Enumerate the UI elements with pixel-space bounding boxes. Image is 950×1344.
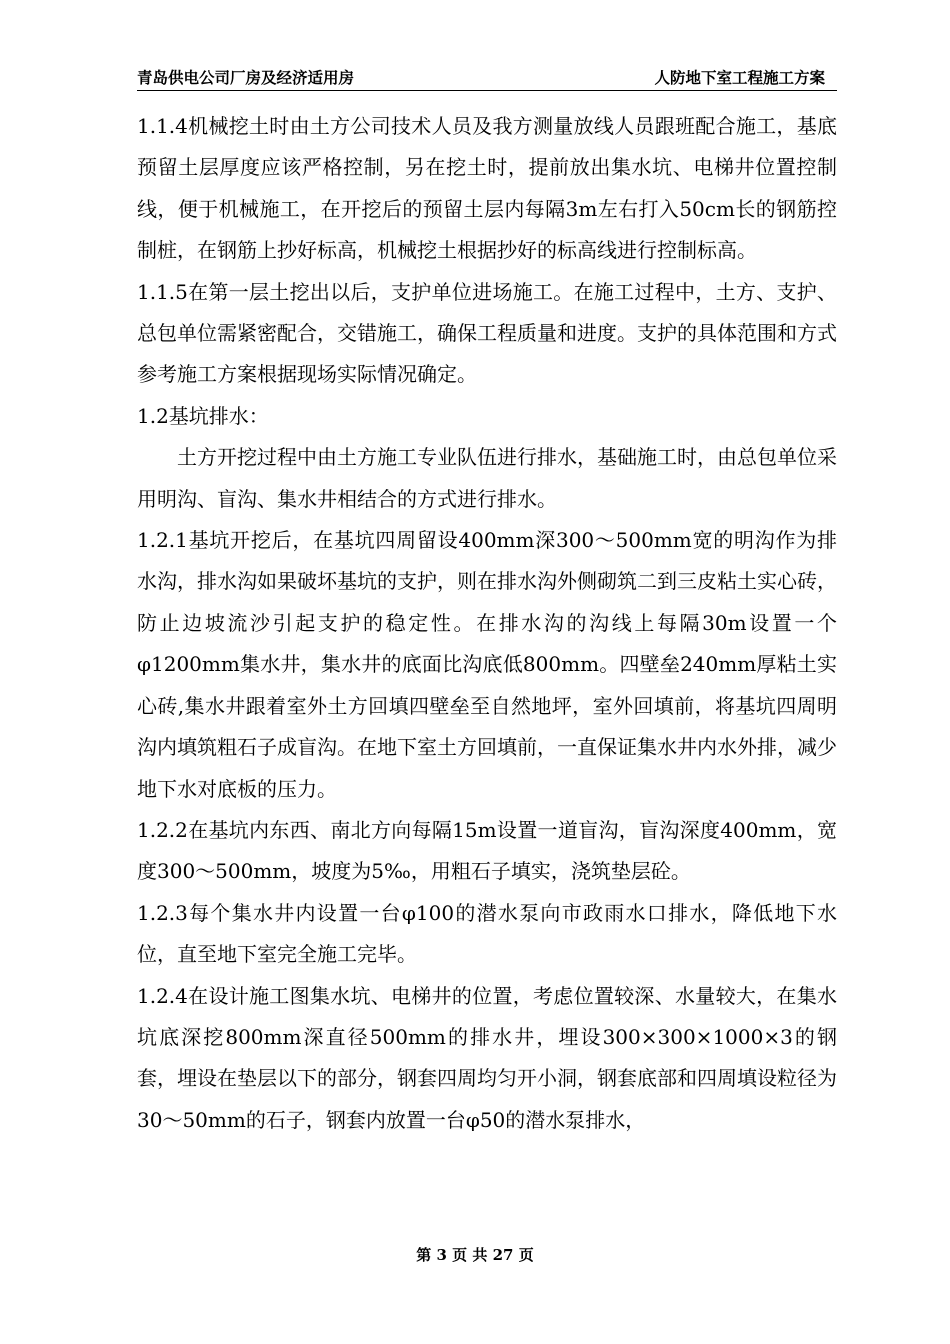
page-footer xyxy=(0,1244,950,1265)
paragraph-1-1-5: 1.1.5在第一层土挖出以后，支护单位进场施工。在施工过程中，土方、支护、总包单位需紧密配合，交错施工，确保工程质量和进度。支护的具体范围和方式参考施工方案根据现场实际情况确定。 xyxy=(137,279,837,387)
page-header xyxy=(137,62,837,91)
paragraph-1-2-2: 1.2.2在基坑内东西、南北方向每隔15m设置一道盲沟，盲沟深度400mm，宽度300～500mm，坡度为5‰，用粗石子填实，浇筑垫层砼。 xyxy=(137,817,837,884)
paragraph-1-1-4: 1.1.4机械挖土时由土方公司技术人员及我方测量放线人员跟班配合施工，基底预留土层厚度应该严格控制，另在挖土时，提前放出集水坑、电梯井位置控制线，便于机械施工，在开挖后的预留土层内每隔3m左右打入50cm长的钢筋控制桩，在钢筋上抄好标高，机械挖土根据抄好的标高线进行控制标高。 xyxy=(137,114,837,263)
section-heading-1-2: 1.2基坑排水： xyxy=(137,403,269,428)
page-number: 第 3 页 共 27 页 xyxy=(416,1246,534,1264)
document-body xyxy=(137,106,837,1141)
paragraph-1-2-intro: 土方开挖过程中由土方施工专业队伍进行排水，基础施工时，由总包单位采用明沟、盲沟、集水井相结合的方式进行排水。 xyxy=(137,445,837,511)
header-document-title: 人防地下室工程施工方案 xyxy=(654,69,825,87)
paragraph-1-2-3: 1.2.3每个集水井内设置一台φ100的潜水泵向市政雨水口排水，降低地下水位，直至地下室完全施工完毕。 xyxy=(137,900,837,967)
header-project-name: 青岛供电公司厂房及经济适用房 xyxy=(137,69,355,87)
paragraph-1-2-4: 1.2.4在设计施工图集水坑、电梯井的位置，考虑位置较深、水量较大，在集水坑底深挖800mm深直径500mm的排水井，埋设300×300×1000×3的钢套，埋设在垫层以下的部分，钢套四周均匀开小洞，钢套底部和四周填设粒径为30～50mm的石子，钢套内放置一台φ50的潜水泵排水， xyxy=(137,983,837,1132)
paragraph-1-2-1: 1.2.1基坑开挖后，在基坑四周留设400mm深300～500mm宽的明沟作为排水沟，排水沟如果破坏基坑的支护，则在排水沟外侧砌筑二到三皮粘土实心砖，防止边坡流沙引起支护的稳定性。在排水沟的沟线上每隔30m设置一个φ1200mm集水井，集水井的底面比沟底低800mm。四壁垒240mm厚粘土实心砖,集水井跟着室外土方回填四壁垒至自然地坪，室外回填前，将基坑四周明沟内填筑粗石子成盲沟。在地下室土方回填前，一直保证集水井内水外排，减少地下水对底板的压力。 xyxy=(137,528,837,801)
